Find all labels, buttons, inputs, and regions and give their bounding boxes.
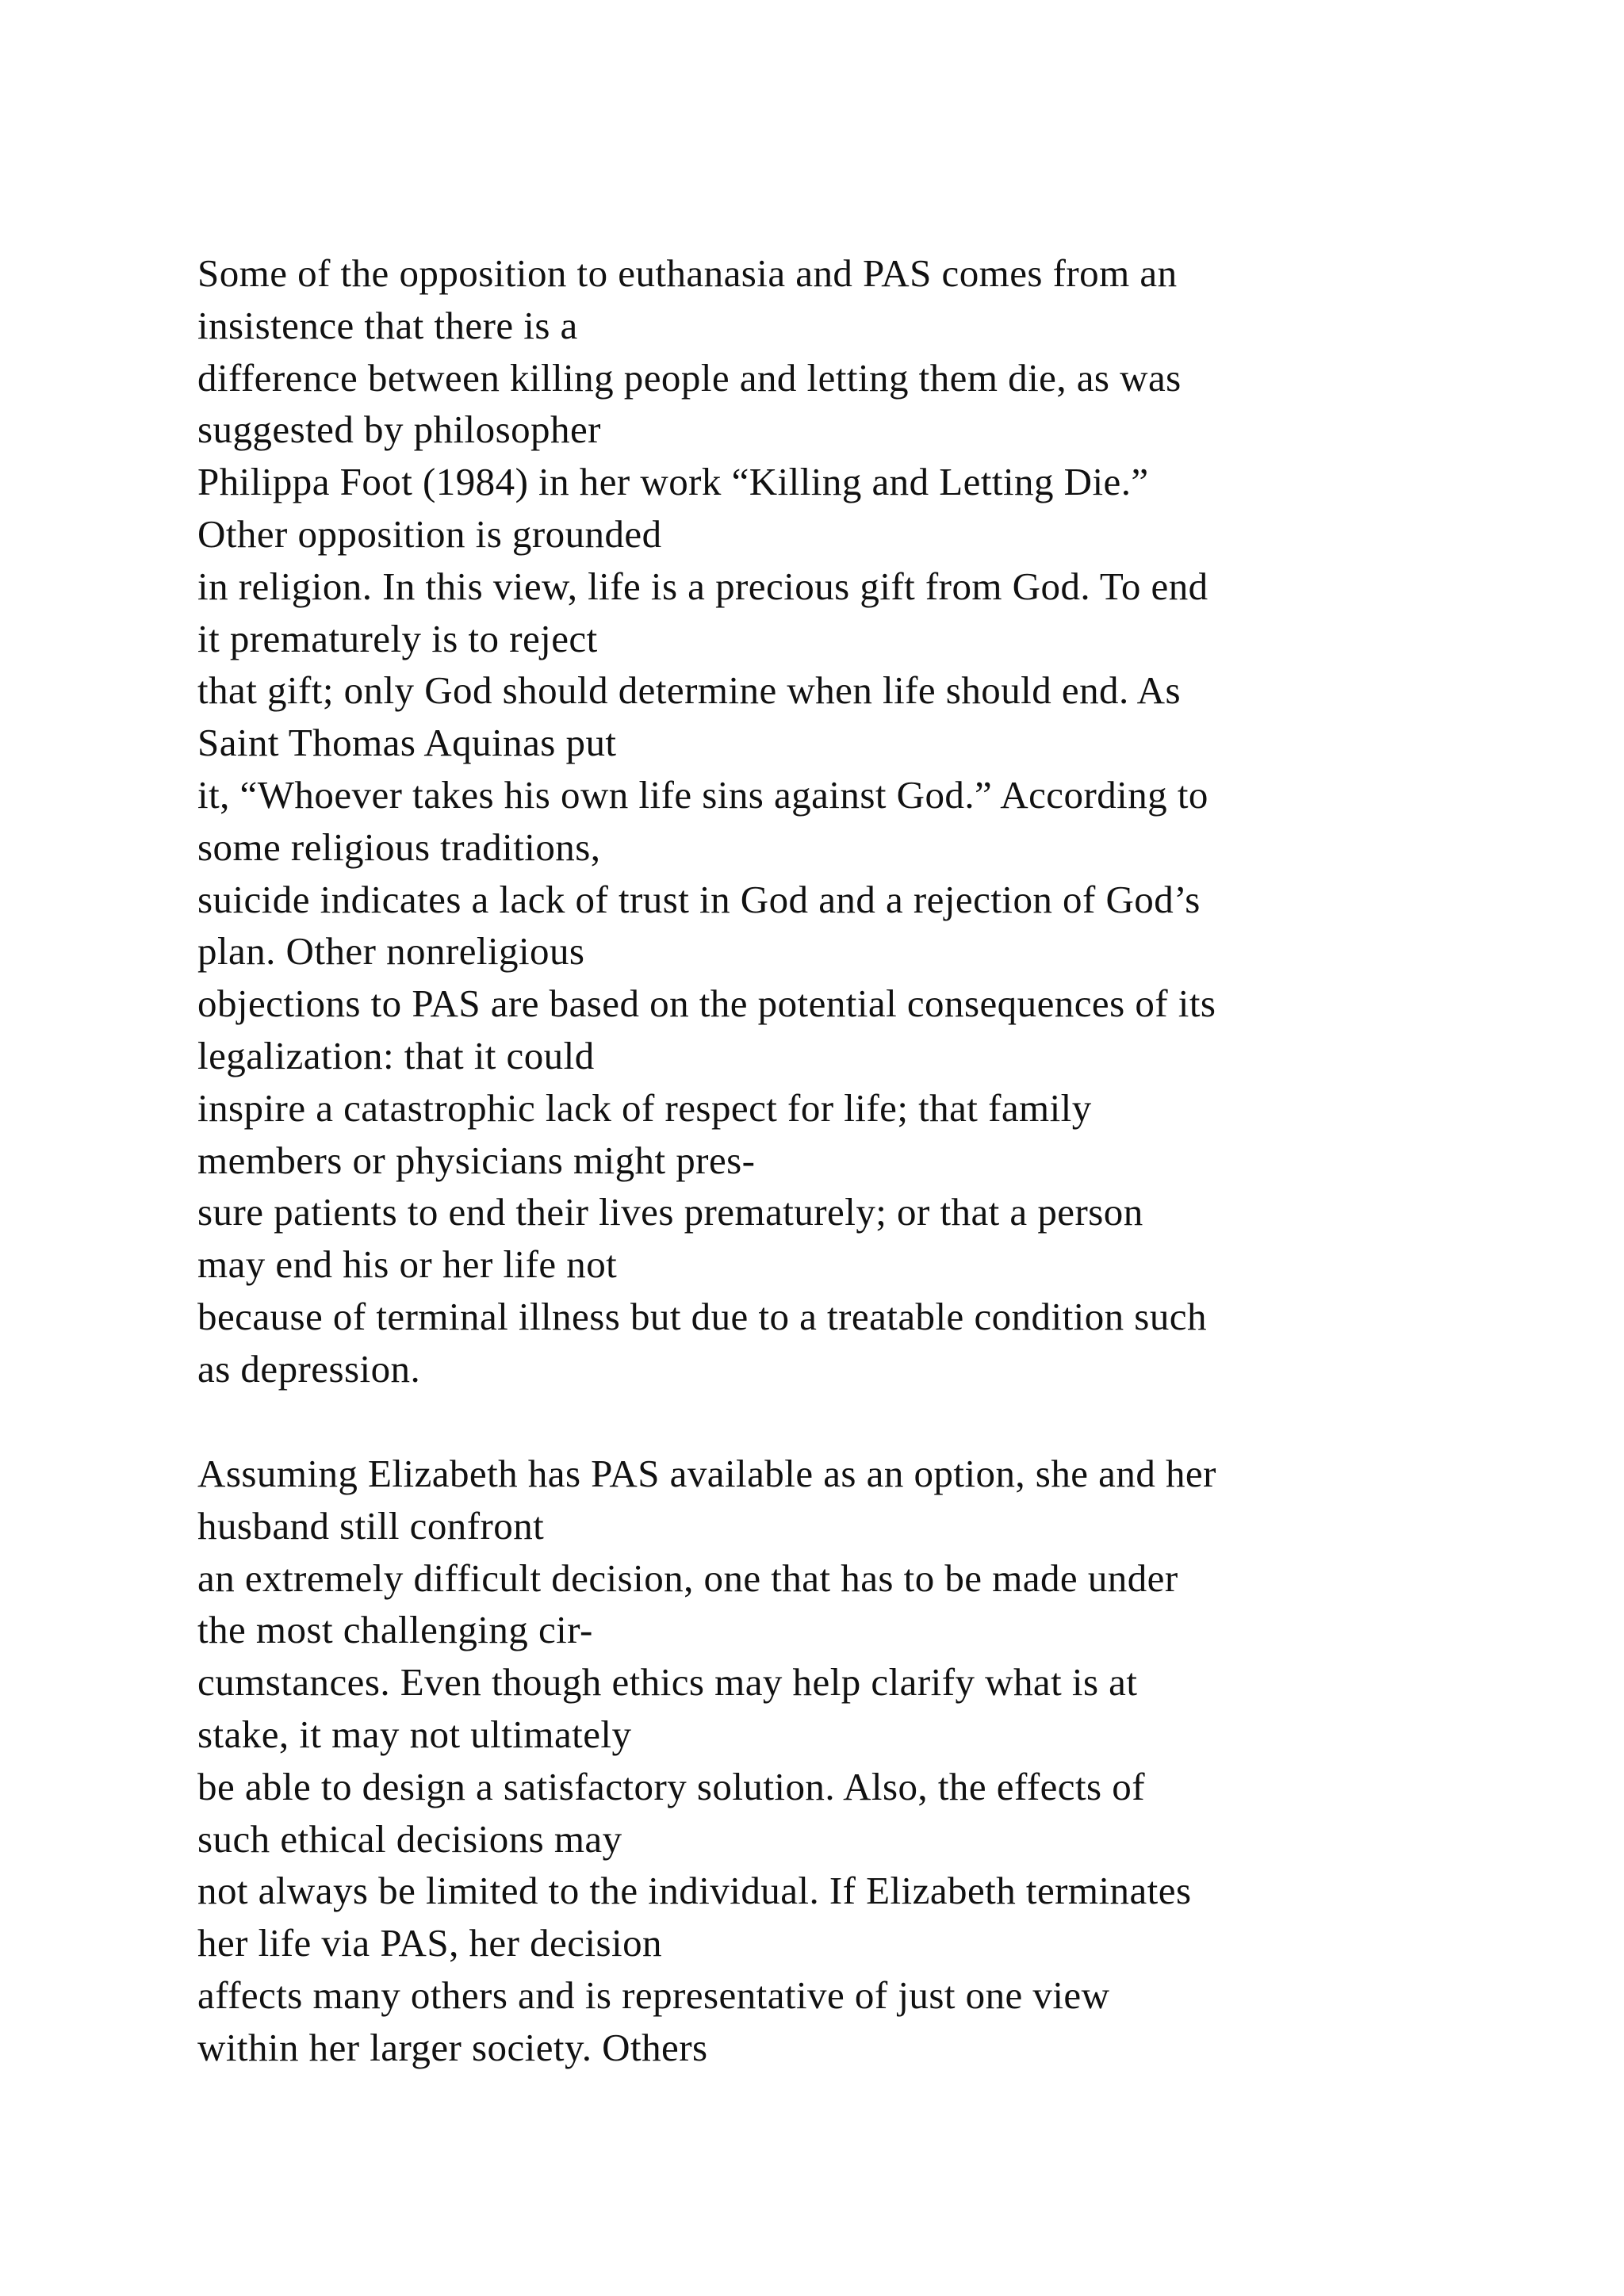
text-line: in religion. In this view, life is a precious gift from God. To end (197, 564, 1208, 608)
text-line: suicide indicates a lack of trust in God and a rejection of God’s (197, 877, 1201, 921)
text-line: as depression. (197, 1346, 421, 1391)
text-line: Some of the opposition to euthanasia and PAS comes from an (197, 251, 1178, 295)
text-line: some religious traditions, (197, 825, 601, 869)
text-line: her life via PAS, her decision (197, 1921, 662, 1965)
paragraph-1 (197, 247, 1545, 1395)
text-line: insistence that there is a (197, 303, 578, 347)
text-line: be able to design a satisfactory solution. Also, the effects of (197, 1764, 1145, 1808)
text-line: the most challenging cir- (197, 1608, 593, 1652)
text-line: an extremely difficult decision, one that has to be made under (197, 1556, 1178, 1600)
text-line: that gift; only God should determine when life should end. As (197, 668, 1182, 713)
text-line: within her larger society. Others (197, 2025, 708, 2069)
text-line: sure patients to end their lives prematurely; or that a person (197, 1190, 1143, 1234)
text-line: stake, it may not ultimately (197, 1712, 632, 1756)
text-line: it prematurely is to reject (197, 616, 598, 660)
text-line: suggested by philosopher (197, 408, 601, 452)
text-line: may end his or her life not (197, 1242, 618, 1287)
text-line: plan. Other nonreligious (197, 929, 585, 974)
text-line: members or physicians might pres- (197, 1138, 756, 1182)
text-line: Saint Thomas Aquinas put (197, 721, 617, 765)
text-line: because of terminal illness but due to a treatable condition such (197, 1294, 1207, 1338)
text-line: objections to PAS are based on the potential consequences of its (197, 982, 1216, 1026)
paragraph-2 (197, 1448, 1545, 2074)
text-line: not always be limited to the individual. If Elizabeth terminates (197, 1869, 1192, 1913)
text-line: Assuming Elizabeth has PAS available as an option, she and her (197, 1452, 1216, 1495)
text-line: difference between killing people and letting them die, as was (197, 355, 1182, 400)
text-line: husband still confront (197, 1503, 545, 1548)
text-line: it, “Whoever takes his own life sins against God.” According to (197, 772, 1208, 817)
text-line: Other opposition is grounded (197, 511, 662, 556)
text-line: cumstances. Even though ethics may help clarify what is at (197, 1660, 1138, 1705)
text-line: legalization: that it could (197, 1033, 595, 1077)
text-line: Philippa Foot (1984) in her work “Killing and Letting Die.” (197, 460, 1149, 504)
text-line: such ethical decisions may (197, 1816, 622, 1861)
text-line: inspire a catastrophic lack of respect for life; that family (197, 1085, 1092, 1130)
text-line: affects many others and is representative of just one view (197, 1973, 1110, 2017)
